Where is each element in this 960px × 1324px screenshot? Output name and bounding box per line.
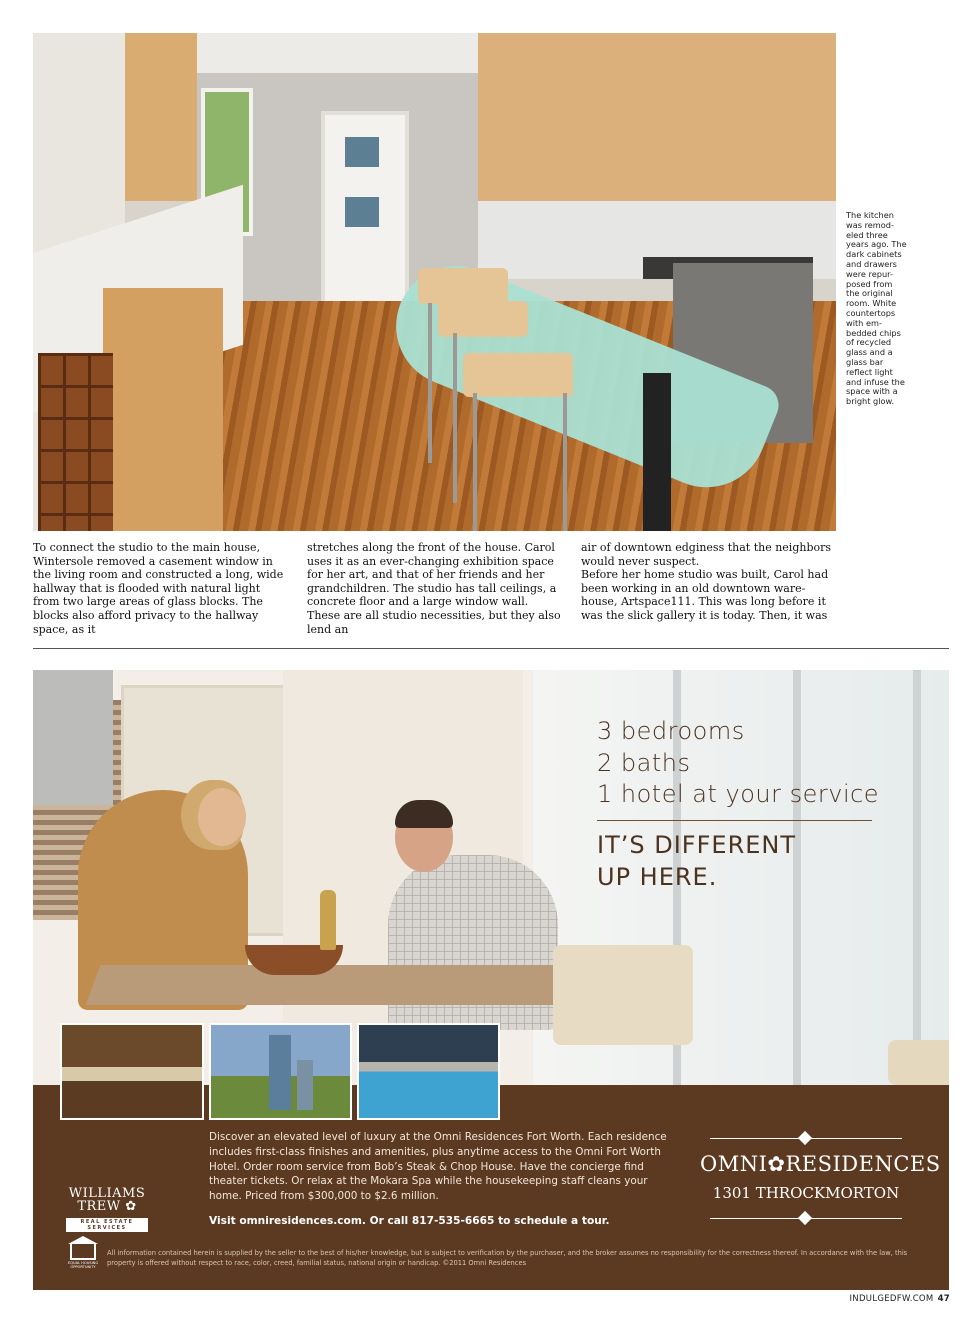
tagline-line-2: UP HERE. xyxy=(597,862,718,891)
equal-housing-label: EQUAL HOUSING OPPORTUNITY xyxy=(67,1261,99,1269)
ad-body-copy: Discover an elevated level of luxury at the Omni Residences Fort Worth. Each residence includes first-class finishes and amenities, plus anytime access to the Omni Fort Worth Hotel. Order room service from Bob’s Steak & Chop House. Have the concierge find theater tickets. Or relax at the Mokara Spa while the housekeeping staff cleans your home. Priced from $300,000 to $2.6 million. xyxy=(209,1131,667,1203)
thumbnail-skyline xyxy=(209,1023,352,1120)
brand-address: 1301 THROCKMORTON xyxy=(712,1184,900,1202)
ad-headline xyxy=(597,716,879,811)
ad-call-to-action: Visit omniresidences.com. Or call 817-535-6665 to schedule a tour. xyxy=(209,1215,610,1227)
thumbnail-kitchen xyxy=(60,1023,204,1120)
logo-line-2: TREW ✿ xyxy=(77,1199,137,1214)
page-footer xyxy=(780,1294,950,1304)
omni-residences-logo: OMNI✿RESIDENCES xyxy=(700,1152,941,1176)
magazine-website: INDULGEDFW.COM xyxy=(849,1294,934,1304)
logo-line-1: WILLIAMS xyxy=(68,1186,146,1201)
thumbnail-pool xyxy=(357,1023,500,1120)
article-column-3: air of downtown edginess that the neighbors would never suspect. Before her home studio was built, Carol had been working in an old downtown ware-house, Artspace111. This was long before it was the slick gallery it is today. Then, it was xyxy=(581,541,832,622)
headline-bedrooms: 3 bedrooms xyxy=(597,717,745,745)
logo-tagline: REAL ESTATE SERVICES xyxy=(66,1218,148,1232)
headline-rule xyxy=(597,820,872,821)
tagline-line-1: IT’S DIFFERENT xyxy=(597,831,797,859)
headline-hotel: 1 hotel at your service xyxy=(597,780,880,808)
legal-disclaimer: All information contained herein is supplied by the seller to the best of his/her knowledge, but is subject to verification by the purchaser, and the broker assumes no responsibility for the correctness thereof. In accordance with the law, this property is offered without respect to race, color, creed, familial status, national origin or handicap. ©2011 Omni Residences xyxy=(107,1249,908,1267)
photo-caption: The kitchen was remod- eled three years ago. The dark cabinets and drawers were repur- posed from the original room. White countertops with em- bedded chips of recycled glass and a glass bar reflect light and infuse the space with a bright glow. xyxy=(846,210,907,407)
article-column-1: To connect the studio to the main house, Wintersole removed a casement window in the living room and constructed a long, wide hallway that is flooded with natural light from two large areas of glass blocks. The blocks also afford privacy to the hallway space, as it xyxy=(33,541,284,636)
ad-tagline xyxy=(597,830,796,893)
williams-trew-logo xyxy=(66,1187,148,1232)
headline-baths: 2 baths xyxy=(597,748,691,777)
page-number: 47 xyxy=(937,1294,950,1304)
section-divider xyxy=(33,648,949,649)
kitchen-photo xyxy=(33,33,836,531)
article-column-2: stretches along the front of the house. Carol uses it as an ever-changing exhibition space for her art, and that of her friends and her grandchildren. The studio has tall ceilings, a concrete floor and a large window wall. These are all studio necessities, but they also lend an xyxy=(307,541,561,636)
equal-housing-icon xyxy=(67,1236,99,1268)
